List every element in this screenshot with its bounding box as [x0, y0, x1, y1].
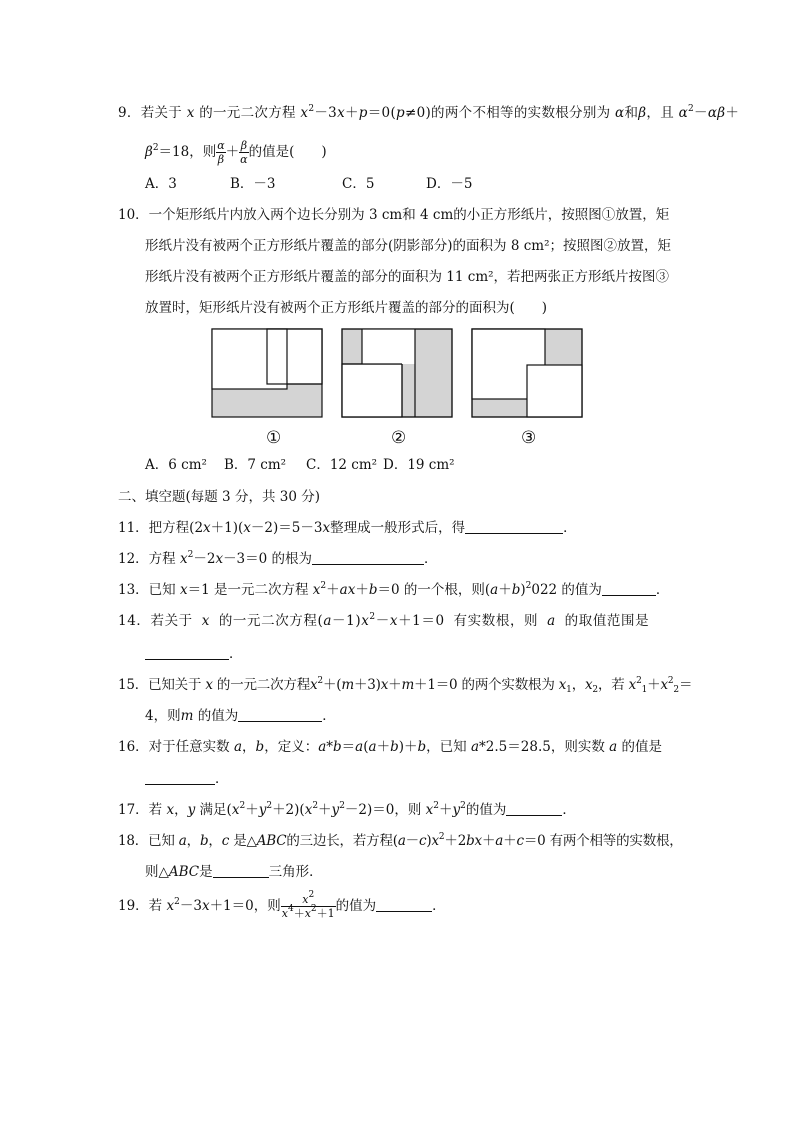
fraction-q19: $\frac{x^2}{x^4+x^2+1}$	[281, 890, 335, 920]
answer-blank	[506, 801, 562, 816]
q18-line2: 则△ABC是 三角形．	[145, 864, 323, 880]
q13: 13．已知 x＝1 是一元二次方程 $x^2+ax+b=0$ 的一个根，则$(a+b)^2022$ 的值为 ．	[118, 581, 670, 598]
figure-1	[212, 329, 322, 417]
fraction-b-over-a: $\frac{\beta}{\alpha}$	[240, 139, 248, 166]
q17: 17．若 x，y 满足$(x^2+y^2+2)(x^2+y^2-2)=0$，则 $x^2+y^2$的值为 ．	[118, 801, 576, 818]
section-heading: 二、填空题(每题 3 分，共 30 分)	[118, 489, 320, 505]
q15-line1: 15．已知关于 x 的一元二次方程$x^2+(m+3)x+m+1=0$ 的两个实数根为 $x_1$，$x_2$，若 $x^2_1+x^2_2=$	[118, 676, 693, 695]
q11: 11．把方程(2x＋1)(x－2)＝5－3x整理成一般形式后，得 ．	[118, 520, 577, 536]
figure-2-label: ②	[391, 428, 407, 448]
fraction-a-over-b: $\frac{\alpha}{\beta}$	[217, 139, 225, 166]
q12: 12．方程 $x^2-2x-3=0$ 的根为 ．	[118, 550, 438, 567]
figure-3-shade-top	[545, 329, 582, 365]
answer-blank	[145, 770, 215, 785]
q14-line1: 14．若关于 x 的一元二次方程$(a-1)x^2-x+1=0$ 有实数根，则 a 的取值范围是	[118, 612, 650, 629]
q14-line2: ．	[145, 644, 243, 664]
q10-options: A．6 cm² B．7 cm² C．12 cm² D．19 cm²	[145, 457, 455, 473]
q10-line3: 形纸片没有被两个正方形纸片覆盖的部分的面积为 11 cm²，若把两张正方形纸片按图③	[145, 269, 670, 285]
q16-line1: 16．对于任意实数 a，b，定义：a*b＝a(a＋b)＋b，已知 a*2.5＝28.5，则实数 a 的值是	[118, 739, 662, 755]
figure-3	[472, 329, 582, 417]
answer-blank	[602, 581, 656, 596]
answer-blank	[213, 863, 269, 878]
q10-line2: 形纸片没有被两个正方形纸片覆盖的部分(阴影部分)的面积为 8 cm²；按照图②放置，矩	[145, 238, 671, 254]
answer-blank	[465, 519, 563, 534]
q10-line1: 10．一个矩形纸片内放入两个边长分别为 3 cm和 4 cm的小正方形纸片，按照图①放置，矩	[118, 207, 670, 223]
q19: 19．若 $x^2-3x+1=0$，则 $\frac{x^2}{x^4+x^2+1}$ 的值为 ．	[118, 890, 446, 920]
answer-blank	[376, 897, 432, 912]
q18-line1: 18．已知 a，b，c 是△ABC的三边长，若方程$(a-c)x^2+2bx+a+c=0$ 有两个相等的实数根，	[118, 832, 683, 849]
figure-3-label: ③	[521, 428, 537, 448]
answer-blank	[238, 707, 322, 722]
q10-figures	[0, 328, 794, 428]
q16-line2: ．	[145, 769, 229, 789]
q9-options: A．3 B．－3 C．5 D．－5	[145, 176, 473, 192]
q15-line2: 4，则m 的值为 ．	[145, 708, 336, 724]
answer-blank	[312, 550, 424, 565]
q9-line1: 9．若关于 x 的一元二次方程 $x^2-3x+p=0(p\ne 0)$的两个不相等的实数根分别为 α和β，且 $\alpha^2-\alpha\beta+$	[118, 104, 740, 121]
q9-line2: $\beta^2=18$，则 $\frac{\alpha}{\beta}$ ＋ $\frac{\beta}{\alpha}$ 的值是( )	[145, 139, 327, 166]
figure-3-shade-bottom	[472, 399, 527, 417]
figure-2	[342, 329, 452, 417]
answer-blank	[145, 645, 229, 660]
q10-line4: 放置时，矩形纸片没有被两个正方形纸片覆盖的部分的面积为( )	[145, 300, 548, 316]
figure-1-label: ①	[266, 428, 282, 448]
